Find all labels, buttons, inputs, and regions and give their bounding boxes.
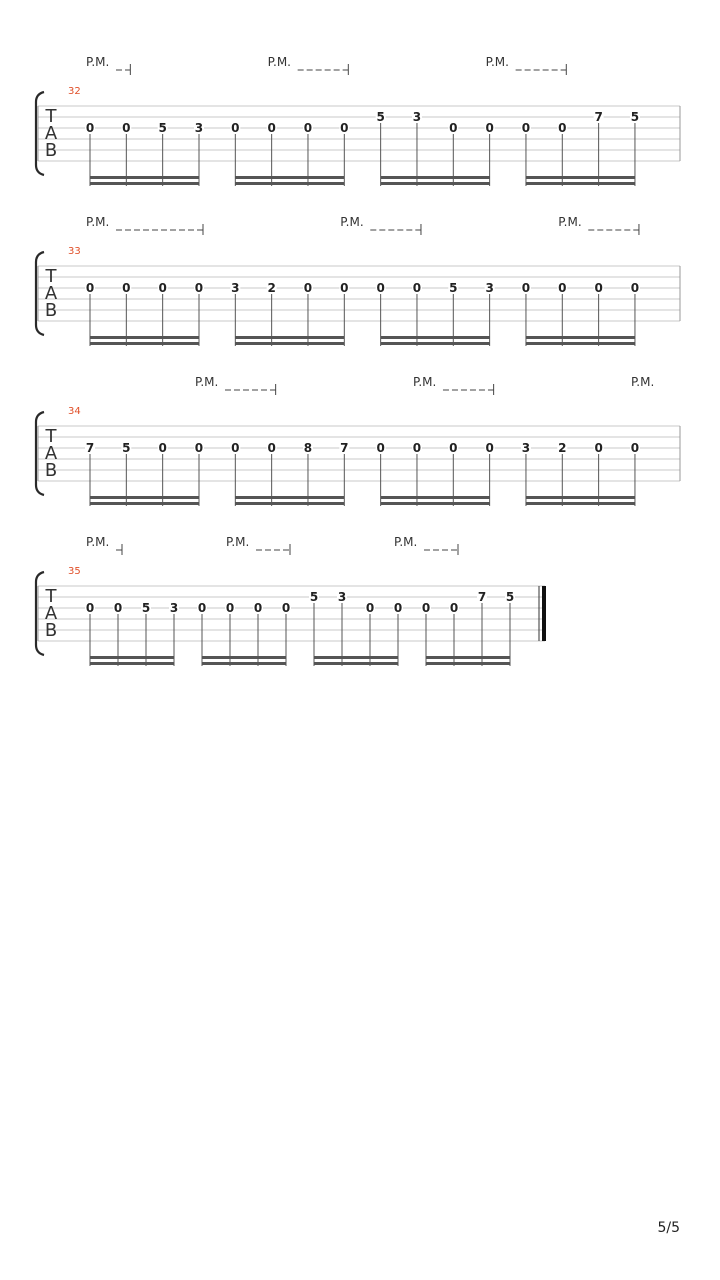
palm-mute-label: P.M.: [194, 375, 219, 389]
measure-number: 33: [68, 246, 81, 257]
beam-primary: [381, 176, 490, 179]
palm-mute-label: P.M.: [558, 215, 582, 229]
fret-number: 3: [169, 601, 179, 615]
fret-number: 2: [267, 281, 276, 295]
tab-clef-letter: B: [44, 300, 58, 321]
beam-secondary: [235, 502, 344, 505]
fret-number: 5: [449, 281, 458, 295]
measure-number: 34: [68, 406, 81, 417]
beam-secondary: [90, 662, 174, 665]
fret-number: 0: [281, 601, 291, 615]
fret-number: 3: [485, 281, 494, 295]
tab-system: [36, 375, 680, 506]
fret-number: 7: [594, 110, 603, 124]
beam-secondary: [235, 182, 344, 185]
fret-number: 0: [122, 281, 131, 295]
tab-clef-letter: B: [44, 620, 58, 641]
beam-secondary: [202, 662, 286, 665]
palm-mute-label: P.M.: [267, 55, 292, 69]
fret-number: 3: [337, 590, 347, 604]
fret-number: 0: [113, 601, 123, 615]
beam-secondary: [381, 502, 490, 505]
tab-system: [36, 215, 680, 346]
fret-number: 0: [194, 441, 204, 455]
fret-number: 0: [158, 441, 167, 455]
system-bracket: [36, 572, 44, 655]
fret-number: 0: [521, 121, 531, 135]
beam-secondary: [235, 342, 344, 345]
fret-number: 0: [340, 121, 349, 135]
fret-number: 0: [412, 281, 422, 295]
fret-number: 0: [449, 441, 458, 455]
fret-number: 0: [449, 601, 459, 615]
fret-number: 0: [485, 441, 494, 455]
system-bracket: [36, 92, 44, 175]
tab-system: [36, 535, 546, 666]
tab-clef-letter: A: [44, 283, 58, 304]
fret-number: 0: [267, 121, 276, 135]
fret-number: 0: [253, 601, 263, 615]
fret-number: 0: [231, 121, 240, 135]
fret-number: 0: [197, 601, 207, 615]
tab-clef-letter: A: [44, 123, 58, 144]
fret-number: 8: [303, 441, 313, 455]
fret-number: 0: [365, 601, 375, 615]
fret-number: 0: [303, 281, 313, 295]
fret-number: 0: [340, 281, 349, 295]
fret-number: 0: [594, 441, 603, 455]
fret-number: 0: [225, 601, 235, 615]
page-number: 5/5: [657, 1220, 680, 1236]
beam-primary: [90, 656, 174, 659]
beam-primary: [426, 656, 510, 659]
beam-primary: [90, 176, 199, 179]
fret-number: 0: [376, 281, 385, 295]
palm-mute-label: P.M.: [412, 375, 437, 389]
fret-number: 7: [477, 590, 487, 604]
tab-clef-letter: A: [44, 443, 58, 464]
beam-secondary: [526, 182, 635, 185]
fret-number: 2: [558, 441, 567, 455]
palm-mute-label: P.M.: [86, 215, 110, 229]
fret-number: 5: [630, 110, 640, 124]
fret-number: 0: [485, 121, 494, 135]
fret-number: 5: [158, 121, 167, 135]
beam-secondary: [526, 502, 635, 505]
fret-number: 0: [194, 281, 204, 295]
measure-number: 32: [68, 86, 81, 97]
fret-number: 0: [122, 121, 131, 135]
beam-primary: [526, 496, 635, 499]
beam-primary: [235, 176, 344, 179]
final-thick-barline: [542, 586, 546, 641]
tab-clef-letter: T: [45, 586, 57, 607]
tab-clef-letter: T: [45, 106, 57, 127]
tab-clef-letter: T: [45, 266, 57, 287]
fret-number: 0: [231, 441, 240, 455]
fret-number: 0: [630, 441, 640, 455]
fret-number: 0: [85, 601, 95, 615]
system-bracket: [36, 412, 44, 495]
fret-number: 0: [267, 441, 276, 455]
beam-secondary: [381, 342, 490, 345]
fret-number: 5: [141, 601, 151, 615]
beam-secondary: [381, 182, 490, 185]
palm-mute-label: P.M.: [340, 215, 364, 229]
fret-number: 5: [309, 590, 319, 604]
fret-number: 3: [231, 281, 240, 295]
palm-mute-label: P.M.: [485, 55, 509, 69]
beam-secondary: [314, 662, 398, 665]
fret-number: 5: [376, 110, 385, 124]
beam-secondary: [90, 342, 199, 345]
fret-number: 0: [303, 121, 313, 135]
tab-clef-letter: T: [45, 426, 57, 447]
fret-number: 7: [85, 441, 95, 455]
palm-mute-label: P.M.: [86, 55, 110, 69]
fret-number: 0: [630, 281, 640, 295]
fret-number: 0: [449, 121, 458, 135]
fret-number: 7: [340, 441, 349, 455]
beam-secondary: [426, 662, 510, 665]
palm-mute-label: P.M.: [394, 535, 418, 549]
palm-mute-label: P.M.: [226, 535, 250, 549]
beam-secondary: [526, 342, 635, 345]
beam-primary: [235, 336, 344, 339]
fret-number: 0: [158, 281, 167, 295]
beam-primary: [314, 656, 398, 659]
beam-primary: [526, 336, 635, 339]
fret-number: 5: [505, 590, 515, 604]
palm-mute-label: P.M.: [86, 535, 110, 549]
tab-clef-letter: B: [44, 460, 58, 481]
fret-number: 0: [558, 121, 567, 135]
beam-primary: [381, 496, 490, 499]
fret-number: 0: [85, 281, 95, 295]
beam-primary: [381, 336, 490, 339]
beam-primary: [526, 176, 635, 179]
tab-clef-letter: B: [44, 140, 58, 161]
fret-number: 3: [412, 110, 422, 124]
fret-number: 0: [393, 601, 403, 615]
beam-primary: [235, 496, 344, 499]
tab-clef-letter: A: [44, 603, 58, 624]
palm-mute-label: P.M.: [630, 375, 655, 389]
fret-number: 0: [412, 441, 422, 455]
fret-number: 0: [594, 281, 603, 295]
measure-number: 35: [68, 566, 81, 577]
beam-secondary: [90, 182, 199, 185]
fret-number: 5: [122, 441, 131, 455]
fret-number: 0: [521, 281, 531, 295]
fret-number: 0: [85, 121, 95, 135]
beam-primary: [90, 496, 199, 499]
fret-number: 0: [558, 281, 567, 295]
system-bracket: [36, 252, 44, 335]
beam-primary: [90, 336, 199, 339]
fret-number: 3: [194, 121, 204, 135]
fret-number: 0: [376, 441, 385, 455]
tab-system: [36, 55, 680, 186]
fret-number: 3: [521, 441, 531, 455]
beam-secondary: [90, 502, 199, 505]
beam-primary: [202, 656, 286, 659]
fret-number: 0: [421, 601, 431, 615]
